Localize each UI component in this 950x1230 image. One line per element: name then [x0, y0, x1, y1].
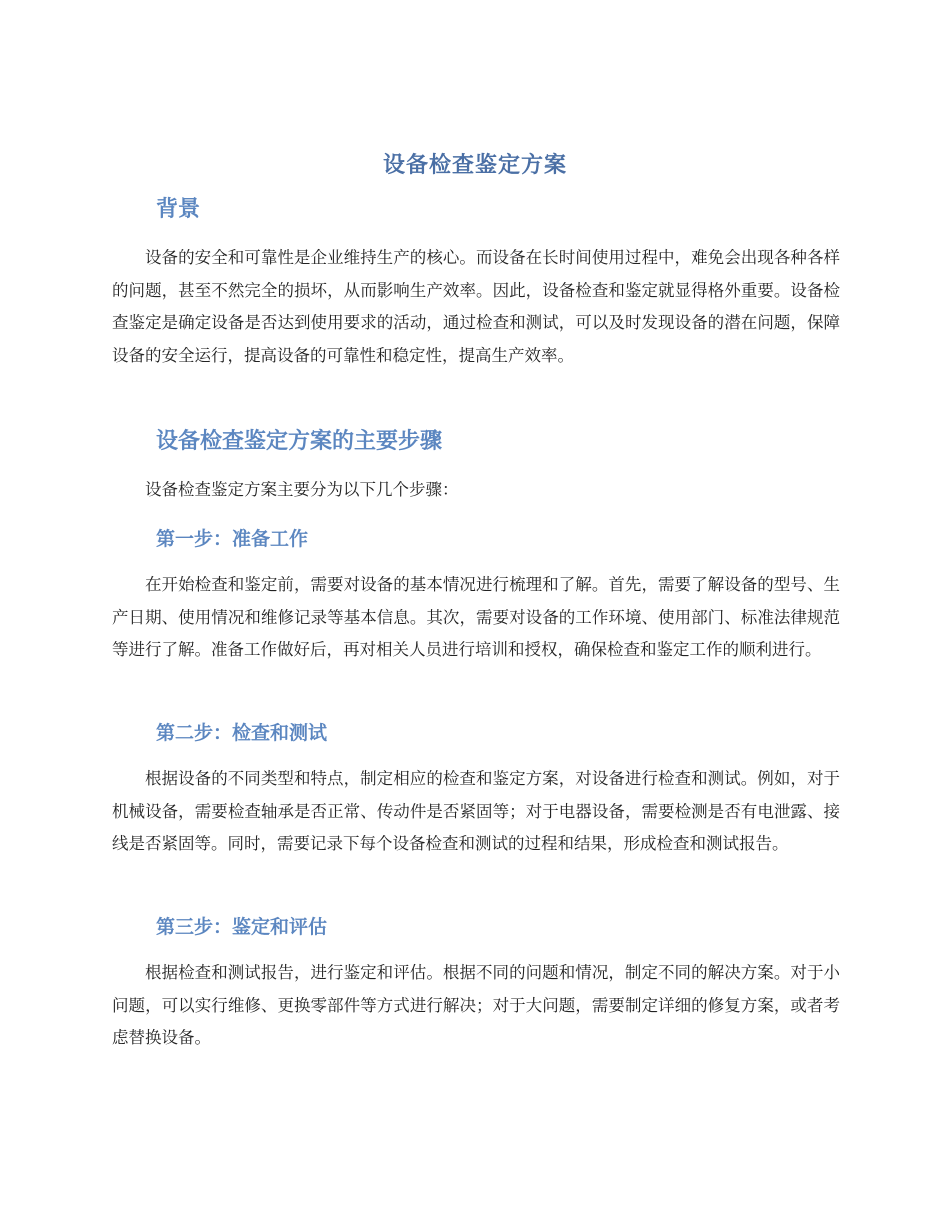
step-3-heading: 第三步：鉴定和评估	[156, 916, 328, 938]
step-1-heading: 第一步：准备工作	[156, 528, 309, 550]
background-paragraph: 设备的安全和可靠性是企业维持生产的核心。而设备在长时间使用过程中，难免会出现各种各样的问题，甚至不然完全的损坏，从而影响生产效率。因此，设备检查和鉴定就显得格外重要。设备检查鉴定是确定设备是否达到使用要求的活动，通过检查和测试，可以及时发现设备的潜在问题，保障设备的安全运行，提高设备的可靠性和稳定性，提高生产效率。	[112, 248, 840, 365]
step-1-paragraph: 在开始检查和鉴定前，需要对设备的基本情况进行梳理和了解。首先，需要了解设备的型号、生产日期、使用情况和维修记录等基本信息。其次，需要对设备的工作环境、使用部门、标准法律规范等进行了解。准备工作做好后，再对相关人员进行培训和授权，确保检查和鉴定工作的顺利进行。	[112, 575, 840, 659]
document-title: 设备检查鉴定方案	[382, 153, 567, 178]
section-heading-background: 背景	[156, 197, 201, 222]
step-2-paragraph: 根据设备的不同类型和特点，制定相应的检查和鉴定方案，对设备进行检查和测试。例如，对于机械设备，需要检查轴承是否正常、传动件是否紧固等；对于电器设备，需要检测是否有电泄露、接线是否紧固等。同时，需要记录下每个设备检查和测试的过程和结果，形成检查和测试报告。	[112, 769, 840, 853]
steps-intro-paragraph: 设备检查鉴定方案主要分为以下几个步骤：	[145, 480, 459, 499]
step-2-heading: 第二步：检查和测试	[156, 722, 328, 744]
step-3-paragraph: 根据检查和测试报告，进行鉴定和评估。根据不同的问题和情况，制定不同的解决方案。对于小问题，可以实行维修、更换零部件等方式进行解决；对于大问题，需要制定详细的修复方案，或者考虑替换设备。	[112, 963, 840, 1047]
section-heading-main-steps: 设备检查鉴定方案的主要步骤	[156, 429, 443, 454]
